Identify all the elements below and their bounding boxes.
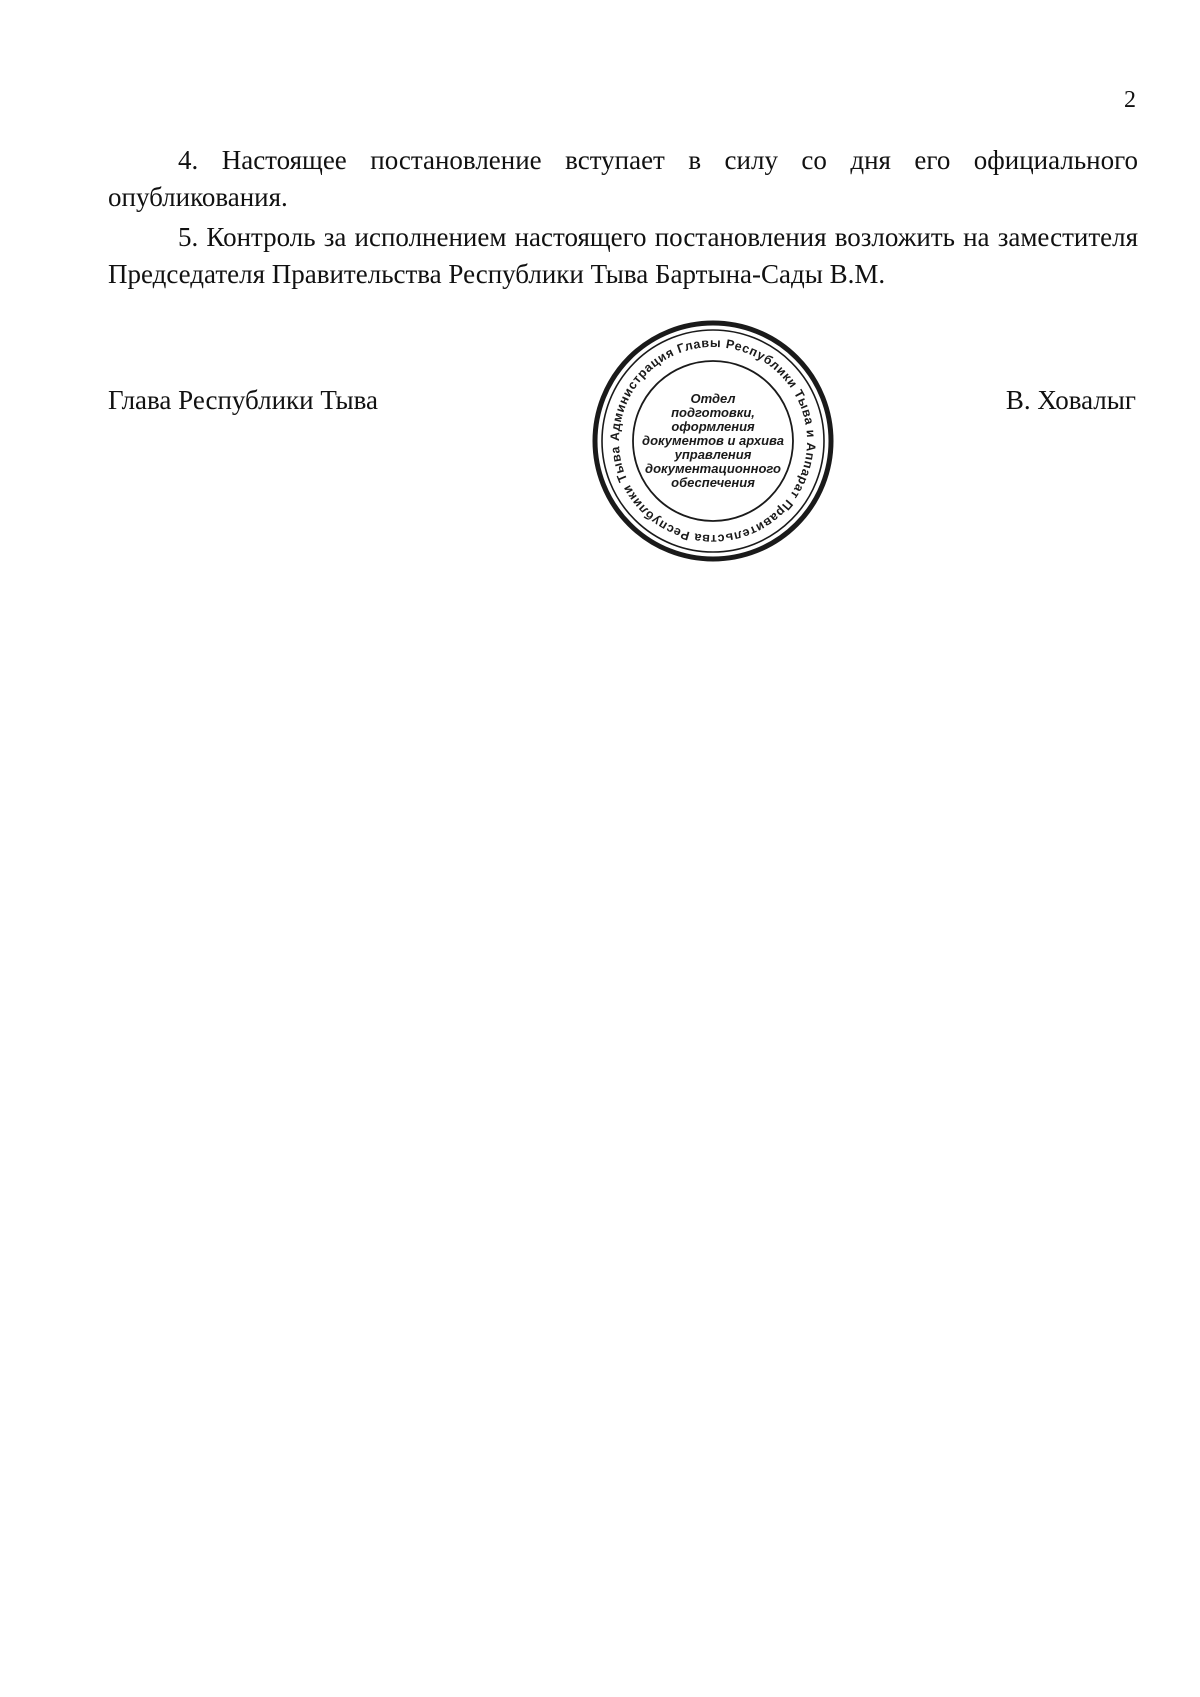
paragraph-5: 5. Контроль за исполнением настоящего постановления возложить на заместителя Председателя Правительства Республики Тыва Бартына-Сады В.М. (108, 222, 1138, 289)
page-number: 2 (1124, 87, 1136, 113)
paragraph-4: 4. Настоящее постановление вступает в силу со дня его официального опубликования. (108, 145, 1138, 212)
seal-center-line: Отдел (690, 391, 736, 406)
signatory-name: В. Ховалыг (1005, 385, 1136, 415)
official-seal-stamp (590, 318, 836, 564)
seal-center-line: управления (674, 447, 752, 462)
signatory-position: Глава Республики Тыва (108, 385, 379, 415)
document-body (108, 142, 1138, 296)
seal-center-line: документов и архива (642, 433, 784, 448)
seal-center-line: обеспечения (671, 475, 755, 490)
seal-center-line: оформления (671, 419, 755, 434)
seal-ring-text: Администрация Главы Республики Тыва и Аппарат Правительства Республики Тыва (607, 335, 819, 547)
seal-center-line: документационного (645, 461, 781, 476)
seal-center-text (642, 391, 784, 490)
seal-center-line: подготовки, (671, 405, 755, 420)
seal-graphic (590, 318, 836, 564)
